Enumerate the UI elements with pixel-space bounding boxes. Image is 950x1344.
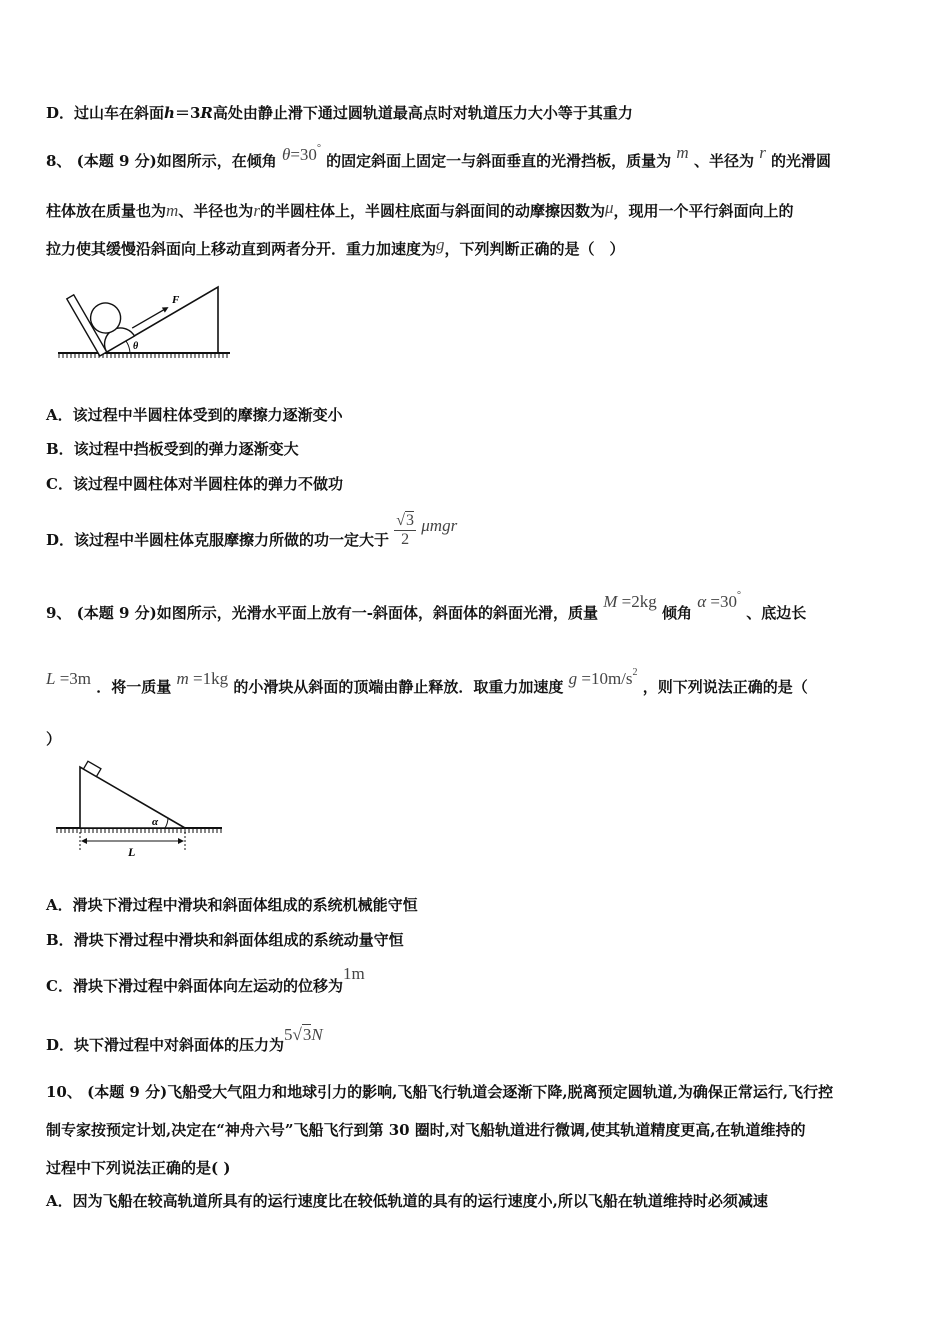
- q8-option-b[interactable]: B．该过程中挡板受到的弹力逐渐变大: [46, 440, 299, 458]
- q8-option-c[interactable]: C．该过程中圆柱体对半圆柱体的弹力不做功: [46, 475, 343, 493]
- prev-question-option-d: D．过山车在斜面h＝3R高处由静止滑下通过圆轨道最高点时对轨道压力大小等于其重力: [46, 104, 633, 122]
- q8-incline-figure: [50, 270, 235, 370]
- q9-stem-line-3: ）: [46, 730, 62, 748]
- theta-arc: [126, 341, 130, 353]
- force-arrow: [132, 310, 163, 328]
- q9-option-a[interactable]: A．滑块下滑过程中滑块和斜面体组成的系统机械能守恒: [46, 896, 418, 914]
- label-alpha: α: [152, 816, 159, 828]
- q9-option-c[interactable]: C．滑块下滑过程中斜面体向左运动的位移为1m: [46, 964, 365, 995]
- label-theta: θ: [133, 341, 139, 352]
- q10-stem-line-3: 过程中下列说法正确的是( ): [46, 1159, 231, 1177]
- q9-wedge-figure: [50, 755, 230, 865]
- fraction-sqrt3-over-2: $\frac{√3}{2}$: [396, 512, 415, 548]
- q8-stem-line-3: 拉力使其缓慢沿斜面向上移动直到两者分开．重力加速度为g，下列判断正确的是（ ）: [46, 235, 625, 258]
- q8-option-a[interactable]: A．该过程中半圆柱体受到的摩擦力逐渐变小: [46, 406, 343, 424]
- label-L: L: [128, 845, 136, 859]
- q10-option-a[interactable]: A．因为飞船在较高轨道所具有的运行速度比在较低轨道的具有的运行速度小,所以飞船在轨道维持时必须减速: [46, 1192, 768, 1210]
- q9-option-b[interactable]: B．滑块下滑过程中滑块和斜面体组成的系统动量守恒: [46, 931, 404, 949]
- q8-option-d[interactable]: D．该过程中半圆柱体克服摩擦力所做的功一定大于 $\frac{√3}{2}$ μmgr: [46, 512, 458, 549]
- q8-stem-line-1: 8、 (本题 9 分)如图所示，在倾角 θ=30° 的固定斜面上固定一与斜面垂直的光滑挡板，质量为 m 、半径为 r 的光滑圆: [46, 143, 832, 170]
- q9-option-d[interactable]: D．块下滑过程中对斜面体的压力为5√3N: [46, 1025, 323, 1054]
- q9-stem-line-2: L =3m ．将一质量 m =1kg 的小滑块从斜面的顶端由静止释放．取重力加速度 $g =10m/s^2$ ，则下列说法正确的是（: [46, 667, 808, 696]
- q10-stem-line-2: 制专家按预定计划,决定在“神舟六号”飞船飞行到第 30 圈时,对飞船轨道进行微调,使其轨道精度更高,在轨道维持的: [46, 1121, 806, 1139]
- q10-stem-line-1: 10、 (本题 9 分)飞船受大气阻力和地球引力的影响,飞船飞行轨道会逐渐下降,脱离预定圆轨道,为确保正常运行,飞行控: [46, 1083, 834, 1101]
- q8-stem-line-2: 柱体放在质量也为m、半径也为r的半圆柱体上，半圆柱底面与斜面间的动摩擦因数为μ，现用一个平行斜面向上的: [46, 198, 794, 220]
- q9-stem-line-1: 9、 (本题 9 分)如图所示，光滑水平面上放有一-斜面体，斜面体的斜面光滑，质量 M =2kg 倾角 α =30° 、底边长: [46, 590, 807, 622]
- label-F: F: [172, 294, 180, 306]
